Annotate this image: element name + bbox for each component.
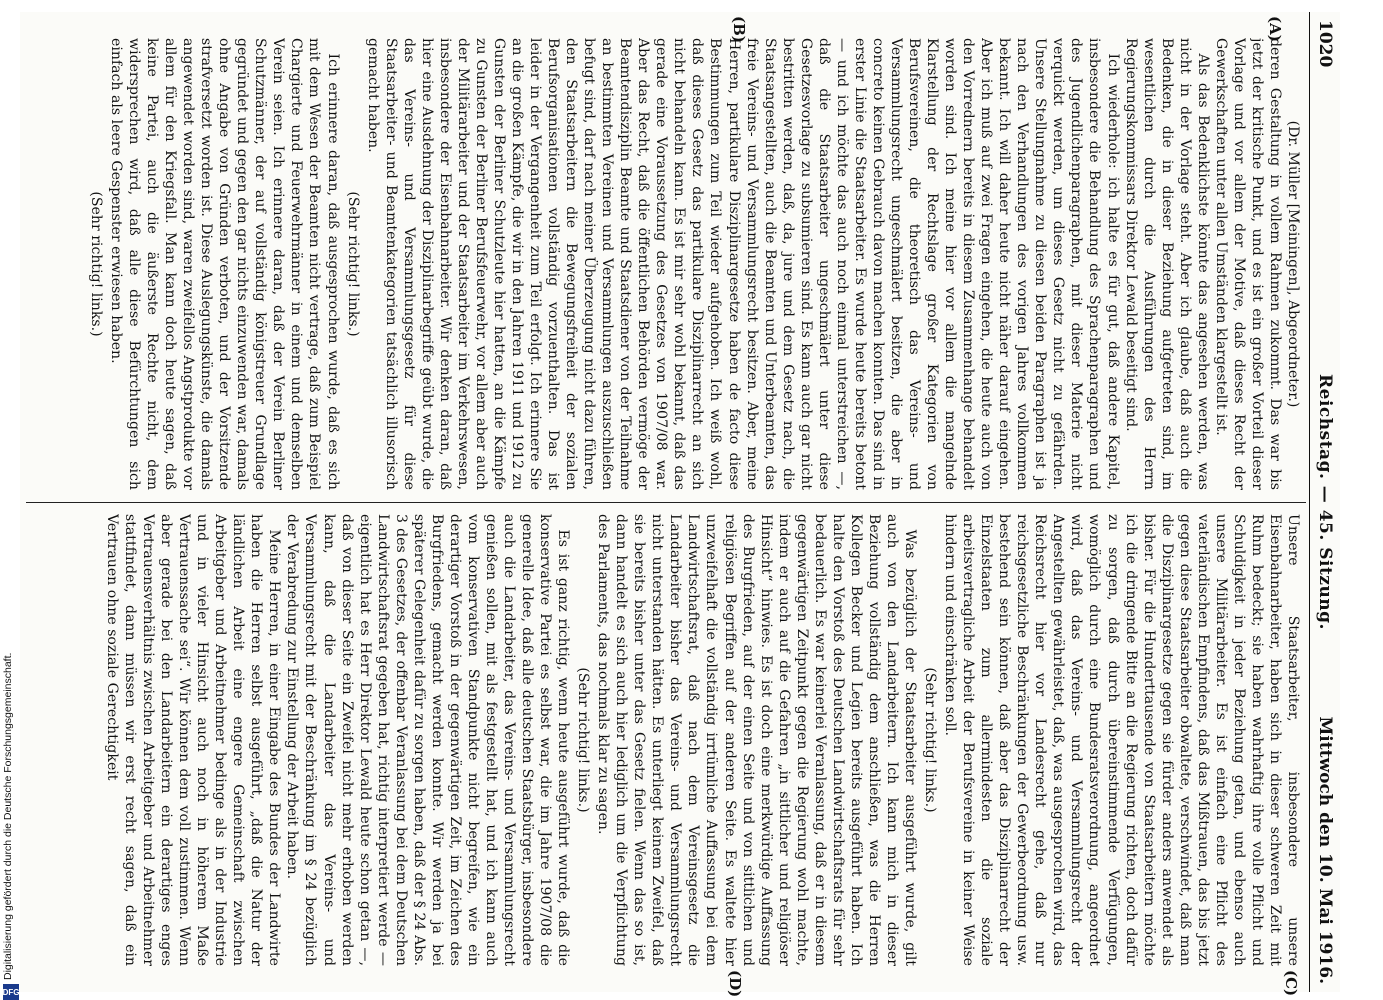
margin-marker-b: (B)	[730, 16, 748, 43]
column-divider	[26, 502, 1306, 503]
body-paragraph: Es ist ganz richtig, wenn heute ausgeführt wurde, daß die konservative Partei es selbst war, die im Jahre 1907/08 die generelle Idee, daß alle deutschen Staatsbürger, insbesondere auch die Landarbeiter, das Vereins- und Versammlungsrecht genießen sollen, mit als festgestellt hat, und ich kann auch vom konservativen Standpunkte nicht begreifen, wie ein derartiger Vorstoß in der gegenwärtigen Zeit, im Zeichen des Burgfriedens, gemacht werden konnte. Wir werden ja bei späterer Gelegenheit dafür zu sorgen haben, daß der § 24 Abs. 3 des Gesetzes, der offenbar Veranlassung bei dem Deutschen Landwirtschaftsrat gegeben hat, richtig interpretiert werde — eigentlich hat es Herr Direktor Lewald heute schon getan —, daß von dieser Seite ein Zweifel nicht mehr erhoben werden kann, daß die Landarbeiter das Vereins- und Versammlungsrecht mit der Beschränkung im § 24 bezüglich der Verabredung zur Einstellung der Arbeit haben.	[284, 514, 572, 966]
newspaper-page	[20, 12, 1340, 998]
body-paragraph: deren Gestaltung in vollem Rahmen zukommt. Das war bis jetzt der kritische Punkt, und es ist ein großer Vorteil dieser Vorlage und vor allem der Motive, daß dieses Recht der Gewerkschaften unter allen Umständen klargestellt ist.	[1212, 38, 1283, 490]
page-number: 1020	[1315, 20, 1335, 68]
header-title: Reichstag. — 45. Sitzung.	[1315, 374, 1335, 630]
body-paragraph: Als das Bedenklichste könnte das angesehen werden, was nicht in der Vorlage steht. Aber ich glaube, daß auch die Bedenken, die in dieser Beziehung aufgetreten sind, im wesentlichen durch die Ausführungen des Herrn Regierungskommissars Direktor Lewald beseitigt sind.	[1122, 38, 1211, 490]
interjection: (Sehr richtig! links.)	[575, 667, 592, 813]
body-paragraph: Meine Herren, in einer Eingabe des Bundes der Landwirte haben die Herren selbst ausgeführt, „daß die Natur der ländlichen Arbeit eine engere Gemeinschaft zwischen Arbeitgeber und Arbeitnehmer bedinge als in der Industrie und in vieler Hinsicht auch noch in höherem Maße Vertrauenssache sei“. Wir können dem voll zustimmen. Wenn aber gerade bei den Landarbeitern ein derartiges enges Vertrauensverhältnis zwischen Arbeitgeber und Arbeitnehmer stattfindet, dann müssen wir erst recht sagen, daß ein Vertrauen ohne soziale Gerechtigkeit	[103, 514, 283, 966]
header-date: Mittwoch den 10. Mai 1916.	[1315, 716, 1335, 984]
body-paragraph: Ich wiederhole: ich halte es für gut, daß andere Kapitel, insbesondere die Behandlung des Sprachenparagraphen und des Jugendlichenparagraphen, mit dieser Materie nicht verquickt werden, um dieses Gesetz nicht zu gefährden. Unsere Stellungnahme zu diesen beiden Paragraphen ist ja nach den Verhandlungen des vorigen Jahres vollkommen bekannt. Ich will daher heute nicht näher darauf eingehen. Aber ich muß auf zwei Fragen eingehen, die heute auch von den Vorrednern bereits in diesem Zusammenhange behandelt worden sind. Ich meine hier vor allem die mangelnde Klarstellung der Rechtslage großer Kategorien von Berufsvereinen, die theoretisch das Vereins- und Versammlungsrecht ungeschmälert besitzen, die aber in concreto keinen Gebrauch davon machen konnten. Das sind in erster Linie die Staatsarbeiter. Es wurde heute bereits betont — und ich möchte das auch noch einmal unterstreichen —, daß die Staatsarbeiter ungeschmälert unter diese Gesetzesvorlage zu subsumieren sind. Es kann auch gar nicht bestritten werden, daß, da, jure und dem Gesetz nach, die Staatsangestellten, auch die Beamten und Unterbeamten, das freie Vereins- und Versammlungsrecht besitzen. Aber, meine Herren, partikulare Disziplinargesetze haben de facto diese Bestimmungen zum Teil wieder aufgehoben. Ich weiß wohl, daß dieses Gesetz das partikulare Disziplinarrecht an sich nicht behandeln kann. Es ist mir sehr wohl bekannt, daß das gerade eine Voraussetzung des Gesetzes von 1907/08 war. Aber das Recht, daß die öffentlichen Behörden vermöge der Beamtendisziplin Beamte und Staatsdiener von der Teilnahme an bestimmten Vereinen und Versammlungen auszuschließen befugt sind, darf nach meiner Überzeugung nicht dazu führen, den Staatsarbeitern die Bewegungsfreiheit der sozialen Berufsorganisationen vollständig vorzuenthalten. Das ist leider in der Vergangenheit zum Teil erfolgt. Ich erinnere Sie an die großen Kämpfe, die wir in den Jahren 1911 und 1912 zu Gunsten der Berliner Schutzleute hier hatten, an die Kämpfe zu Gunsten der Berliner Berufsfeuerwehr, vor allem aber auch der Militärarbeiter und der Staatsarbeiter im Verkehrswesen, insbesondere der Eisenbahnarbeiter. Wir denken daran, daß hier eine Ausdehnung der Disziplinarbegriffe geübt wurde, die das Vereins- und Versammlungsgesetz für diese Staatsarbeiter- und Beamtenkategorien tatsächlich illusorisch gemacht haben.	[364, 38, 1121, 490]
interjection: (Sehr richtig! links.)	[87, 191, 104, 337]
interjection: (Sehr richtig! links.)	[344, 191, 361, 337]
dfg-logo-icon: DFG	[3, 984, 19, 1000]
margin-marker-a: (A)	[1266, 16, 1284, 42]
left-column	[32, 38, 1302, 490]
body-paragraph: Ich erinnere daran, daß ausgesprochen wurde, daß es sich mit dem Wesen der Beamten nicht vertrage, daß zum Beispiel Chargierte und Feuerwehrmänner in einem und demselben Verein seien. Ich erinnere daran, daß der Verein Berliner Schutzmänner, der auf vollständig königstreuer Grundlage gegründet und gegen den gar nichts einzuwenden war, damals ohne Angabe von Gründen verboten, und der Vorsitzende strafversetzt worden ist. Diese Auslegungskünste, die damals angewendet worden sind, waren zweifellos Angstprodukte vor allem für den Kriegsfall. Man kann doch heute sagen, daß keine Partei, auch die äußerste Rechte nicht, dem widersprechen wird, daß alle diese Befürchtungen sich einfach als leere Gespenster erwiesen haben.	[107, 38, 341, 490]
body-paragraph: Unsere Staatsarbeiter, insbesondere unsere Eisenbahnarbeiter, haben sich in dieser schweren Zeit mit Ruhm bedeckt; sie haben wahrhaftig ihre volle Pflicht und Schuldigkeit in jeder Beziehung getan, und ebenso auch unsere Militärarbeiter. Es ist einfach eine Pflicht des vaterländischen Empfindens, daß das Mißtrauen, das bis jetzt gegen diese Staatsarbeiter obwaltete, verschwindet, daß man die Disziplinargesetze gegen sie fürder anders anwendet als bisher. Für die Hunderttausende von Staatsarbeitern möchte ich die dringende Bitte an die Regierung richten, doch dafür zu sorgen, daß durch übereinstimmende Verfügungen, womöglich durch eine Bundesratsverordnung, angeordnet wird, daß das Vereins- und Versammlungsrecht der Angestellten gewährleistet, daß, was ausgesprochen wird, das Reichsrecht hier vor Landesrecht gehe, daß nur reichsgesetzliche Beschränkungen der Gewerbeordnung usw. bestehend sein können, daß aber das Disziplinarrecht der Einzelstaaten zum allermindesten die soziale arbeitsvertragliche Arbeit der Berufsvereine in keiner Weise hindern und einschränken soll.	[942, 514, 1301, 966]
running-header	[1309, 12, 1340, 992]
margin-marker-c: (C)	[1282, 970, 1300, 997]
body-paragraph: Was bezüglich der Staatsarbeiter ausgeführt wurde, gilt auch von den Landarbeitern. Ich kann mich in dieser Beziehung vollständig dem anschließen, was die Herren Kollegen Becker und Legien bereits ausgeführt haben. Ich halte den Vorstoß des Deutschen Landwirtschaftsrats für sehr bedauerlich. Es war keinerlei Veranlassung, daß er in diesem gegenwärtigen Zeitpunkt gegen die Regierung wohl machte, indem er auch auf die Gefahren „in sittlicher und religiöser Hinsicht“ hinwies. Es ist doch eine merkwürdige Auffassung des Burgfrieden, auf der einen Seite und von sittlichen und religiösen Begriffen auf der anderen Seite. Es waltete hier unzweifelhaft die vollständig irrtümliche Auffassung bei dem Landwirtschaftsrat, daß nach dem Vereinsgesetz die Landarbeiter bisher das Vereins- und Versammlungsrecht nicht unterstanden hätten. Es unterliegt keinem Zweifel, daß sie bereits bisher unter das Gesetz fielen. Wenn das so ist, dann handelt es sich auch hier lediglich um die Verpflichtung des Parlaments, das nochmals klar zu sagen.	[595, 514, 919, 966]
footer-text: Digitalisierung gefördert durch die Deutsche Forschungsgemeinschaft.	[2, 652, 14, 980]
interjection: (Sehr richtig! links.)	[922, 667, 939, 813]
speaker-line: (Dr. Müller [Meiningen], Abgeordneter.)	[1285, 120, 1301, 408]
digitization-footer	[0, 12, 22, 997]
right-column	[32, 514, 1302, 966]
margin-marker-d: (D)	[726, 970, 744, 998]
